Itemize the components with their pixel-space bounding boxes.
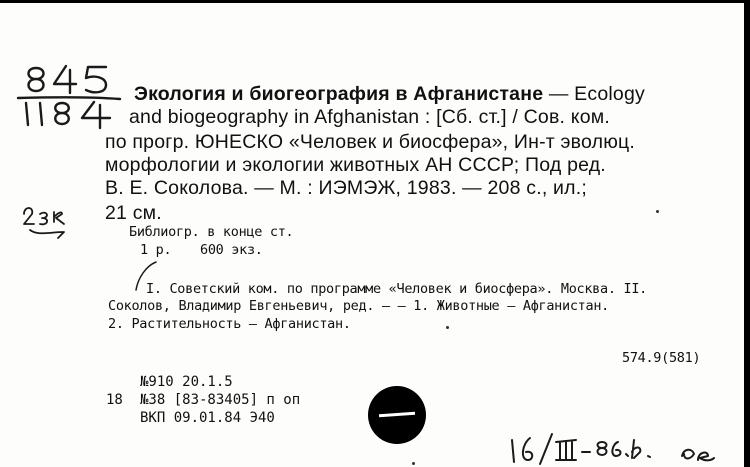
- title-english-start: — Ecology: [543, 83, 645, 105]
- entry-line-5: В. Е. Соколова. — М. : ИЭМЭЖ, 1983. — 208 с., ил.;: [105, 177, 587, 199]
- price: 1 р.: [140, 242, 172, 258]
- card-top-edge: [0, 0, 750, 3]
- print-run: 600 экз.: [200, 242, 263, 258]
- title-russian: Экология и биогеография в Афганистане: [134, 83, 544, 105]
- tracing-line-3: 2. Растительность — Афганистан.: [108, 316, 351, 332]
- shelf-mark: [14, 62, 124, 132]
- speck: [446, 326, 449, 329]
- tracing-line-2: Соколов, Владимир Евгеньевич, ред. — — 1. Животные — Афганистан.: [108, 298, 609, 314]
- registry-line-1: №910 20.1.5: [140, 374, 233, 390]
- entry-line-6: 21 см.: [105, 202, 162, 224]
- punch-hole: [368, 386, 426, 444]
- registry-prefix: 18: [106, 392, 123, 408]
- udc-code: 574.9(581): [622, 350, 701, 366]
- speck: [412, 462, 415, 465]
- entry-line-3: по прогр. ЮНЕСКО «Человек и биосфера», Ин-т эволюц.: [105, 131, 636, 153]
- tracing-line-1: I. Советский ком. по программе «Человек и биосфера». Москва. II.: [146, 281, 647, 297]
- entry-line-4: морфологии и экологии животных АН СССР; Под ред.: [105, 154, 606, 176]
- handwritten-date: [506, 430, 736, 467]
- speck: [656, 210, 659, 213]
- card-right-edge: [744, 0, 750, 467]
- entry-line-2: and biogeography in Afghanistan : [Сб. ст.] / Сов. ком.: [129, 106, 610, 128]
- entry-line-1: [134, 83, 645, 106]
- registry-line-3: ВКП 09.01.84 Э40: [140, 410, 275, 426]
- registry-line-2: №38 [83-83405] п оп: [140, 392, 301, 408]
- bibliography-note: Библиогр. в конце ст.: [129, 224, 294, 240]
- margin-note-handwriting: [20, 202, 72, 240]
